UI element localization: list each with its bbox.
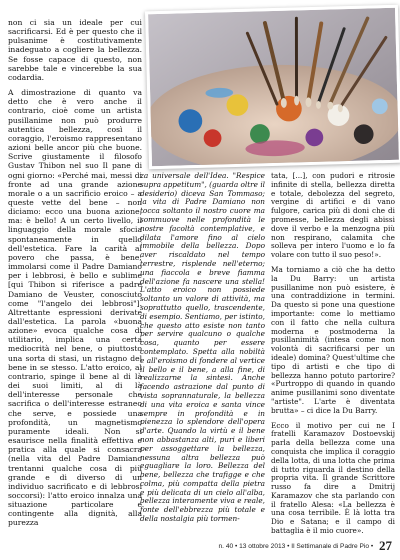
paragraph-5: Ma torniamo a ciò che ha detto la Du Barry: un artista pusillanime non può esistere, è una contraddizione in termini. Da questo si pone una questione importante: come lo mettiamo con il fatto che nella cultura moderna e postmoderna la pusillanimità (intesa come non volontà di sacrificarsi per un ideale) domina? Quest'ultime che tipo di artisti e che tipo di bellezza hanno potuto partorire? «Purtroppo di quando in quando anime pusillanimi sono diventate "artiste". L'arte è diventata brutta» – ci dice la Du Barry. xyxy=(271,264,395,415)
page-number: 27 xyxy=(379,538,392,553)
page-footer xyxy=(0,538,392,554)
footer-issue-info: n. 40 • 13 ottobre 2013 • Il Settimanale di Padre Pio • xyxy=(218,543,374,550)
paint-brushes-photo xyxy=(145,5,400,170)
paragraph-2: A dimostrazione di quanto va detto che è vero anche il contrario, cioè come un artista pusillanime non può produrre autentica bellezza, così il coraggio, l'eroismo rappresentano azioni belle ancor più che buone. Scrive giustamente il filosofo Gustav Thibon nel suo Il pane di ogni giorno: «Perché mai, messi di fronte ad una grande azione morale o a un sacrificio eroico – a queste vette del bene – non diciamo: ecco una buona azione, ma: è bello! A un certo livello, il linguaggio della morale sfocia spontaneamente in quello dell'estetica. Fare la carità al povero che passa, è bene; immolarsi come il Padre Damiano per i lebbrosi, è bello e sublime [qui Thibon si riferisce a padre Damiano de Veuster, conosciuto come "l'angelo dei lebbrosi"]. Altrettante espressioni derivate dall'estetica. La parola «buona azione» evoca qualche cosa di utilitario, implica una certa mediocrità nel bene, o piuttosto una sorta di stasi, un ristagno del bene in se stesso. L'atto eroico, al contrario, spinge il bene al di là dei suoi limiti, al di là dell'interesse personale che sacrifica o dell'interesse estraneo che serve, e possiede una profondità, un magnetismo puramente ideali. Non si esaurisce nella finalità effettiva e pratica alla quale si consacra (nella vita del Padre Damiano trentanni qualche cosa di più grande e di diverso di un individuo sacrificato e di lebbrosi soccorsi): l'atto eroico innalza una situazione particolare e contingente alla dignità, alla purezza xyxy=(8,88,142,528)
column-middle xyxy=(140,172,265,524)
paragraph-3: za universale dell'Idea. "Respice supra appetitum", (guarda oltre il desiderio) diceva San Tommaso; la vita di Padre Damiano non tocca soltanto il nostro cuore ma sommuove nelle profondità le nostre facoltà contemplative, e dilata l'amore fino al cielo immobile della bellezza. Dopo aver riscaldato nel tempo terrestre, risplende nell'eterno; una fiaccola e breve fiamma dell'azione fa nascere una stella! L'atto eroico non possiede soltanto un valore di attività, ma soprattutto quello, trascendente, di esempio. Sentiamo, per istinto, che questo atto esiste non tanto per servire qualcuno o qualche cosa, quanto per essere contemplato. Spetta alla nobiltà e all'eroismo di fondere al vertice il bello e il bene, a alla fine, di realizzarne la sintesi. Anche facendo astrazione dal punto di vista soprannaturale, la bellezza di una vita eroica e santa vince sempre in profondità e in pienezza lo splendore dell'opera d'arte. Quando la virtù e il bene non abbastanza alti, puri e liberi per assoggettare la bellezza, nessuna altra bellezza può eguagliare la loro. Bellezza del bene, bellezza che trafigge e che colma, più compatta della pietra e più delicata di un cielo all'alba, bellezza interamente viva e reale, fonte dell'ebbrezza più totale e della nostalgia più tormen- xyxy=(140,171,265,524)
brushes-palette-illustration xyxy=(148,8,399,166)
paragraph-6: Ecco il motivo per cui ne I fratelli Karamazov Dostoevskij parla della bellezza come una conquista che implica il coraggio della lotta, di una lotta che prima di tutto riguarda il destino della propria vita. Il grande Scrittore russo fa dire a Dmitrij Karamazov che sta parlando con il fratello Alesa: «La bellezza è una cosa terribile. È là lotta tra Dio e Satana; e il campo di battaglia è il mio cuore». xyxy=(271,420,395,536)
column-left xyxy=(8,18,142,528)
column-right xyxy=(271,172,395,536)
paragraph-1: non ci sia un ideale per cui sacrificarsi. Ed è per questo che il pulsanime è costitutivamente inadeguato a cogliere la bellezza. Se fosse capace di questo, non sarebbe tale e vincerebbe la sua codardia. xyxy=(8,18,142,82)
paragraph-4: tata, [...], con pudori e ritrosie infinite di stella, bellezza diretta e totale, debolezza del segreto, vergine di artifici e di vano fulgore, carica più di doni che di promesse, bellezza degli abissi dove il verbo e la menzogna più non respirano, calamita che solleva per intero l'uomo e lo fa volare con tutto il suo peso!». xyxy=(271,171,395,260)
